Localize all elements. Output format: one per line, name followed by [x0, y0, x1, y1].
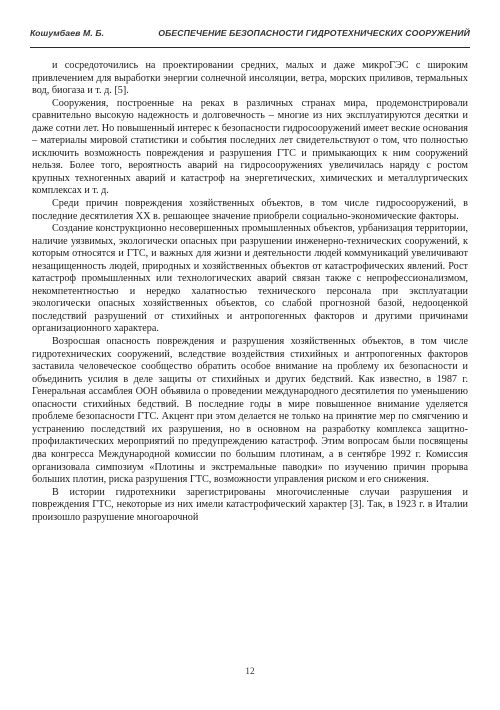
header-title: ОБЕСПЕЧЕНИЕ БЕЗОПАСНОСТИ ГИДРОТЕХНИЧЕСКИХ СООРУЖЕНИЙ — [158, 28, 470, 38]
running-header — [30, 28, 470, 44]
paragraph: Возросшая опасность повреждения и разрушения хозяйственных объектов, в том числе гидротехнических сооружений, вследствие воздействия стихийных и антропогенных факторов заставила человеческое сообщество обратить особое внимание на проблему их безопасности и объединить усилия в деле защиты от стихийных и других бедствий. Как известно, в 1987 г. Генеральная ассамблея ООН объявила о проведении международного десятилетия по уменьшению опасности стихийных бедствий. В последние годы в мире повышенное внимание уделяется проблеме безопасности ГТС. Акцент при этом делается не только на принятие мер по смягчению и устранению последствий их разрушения, но в основном на разработку комплекса защитно-профилактических мероприятий по предупреждению катастроф. Этим вопросам были посвящены два конгресса Международной комиссии по большим плотинам, а в сентябре 1992 г. Комиссия организовала симпозиум «Плотины и экстремальные паводки» по изучению причин прорыва больших плотин, риска разрушения ГТС, возможности управления риском и его снижения. — [32, 336, 468, 486]
paragraph: Сооружения, построенные на реках в различных странах мира, продемонстрировали сравнительно высокую надежность и долговечность – многие из них эксплуатируются десятки и даже сотни лет. Но повышенный интерес к безопасности гидросооружений имеет веские основания – материалы мировой статистики и события последних лет свидетельствуют о том, что полностью исключить возможность повреждения и разрушения ГТС и примыкающих к ним сооружений нельзя. Более того, вероятность аварий на гидросооружениях увеличилась наряду с ростом крупных техногенных аварий и катастроф на энергетических, химических и металлургических комплексах и т. д. — [32, 97, 468, 197]
body-text — [32, 60, 468, 524]
paragraph: и сосредоточились на проектировании средних, малых и даже микроГЭС с широким привлечением для выработки энергии солнечной инсоляции, ветра, морских приливов, термальных вод, биогаза и т. д. [5]. — [32, 60, 468, 97]
header-rule — [30, 47, 470, 48]
paragraph: Создание конструкционно несовершенных промышленных объектов, урбанизация территории, наличие уязвимых, экологически опасных при разрушении инженерно-технических сооружений, к которым относятся и ГТС, и важных для жизни и деятельности людей коммуникаций увеличивают незащищенность людей, природных и хозяйственных объектов от катастрофических явлений. Рост катастроф промышленных или технологических аварий связан также с непрофессионализмом, некомпетентностью и нередко халатностью технического персонала при эксплуатации экологически опасных хозяйственных объектов, со слабой прогнозной базой, недооценкой последствий разрушений от стихийных и антропогенных факторов и другими причинами организационного характера. — [32, 223, 468, 335]
paragraph: В истории гидротехники зарегистрированы многочисленные случаи разрушения и повреждения ГТС, некоторые из них имели катастрофический характер [3]. Так, в 1923 г. в Италии произошло разрушение многоарочной — [32, 486, 468, 523]
paragraph: Среди причин повреждения хозяйственных объектов, в том числе гидросооружений, в последние десятилетия XX в. решающее значение приобрели социально-экономические факторы. — [32, 198, 468, 222]
page-number: 12 — [245, 667, 255, 677]
header-author: Кошумбаев М. Б. — [30, 28, 105, 38]
